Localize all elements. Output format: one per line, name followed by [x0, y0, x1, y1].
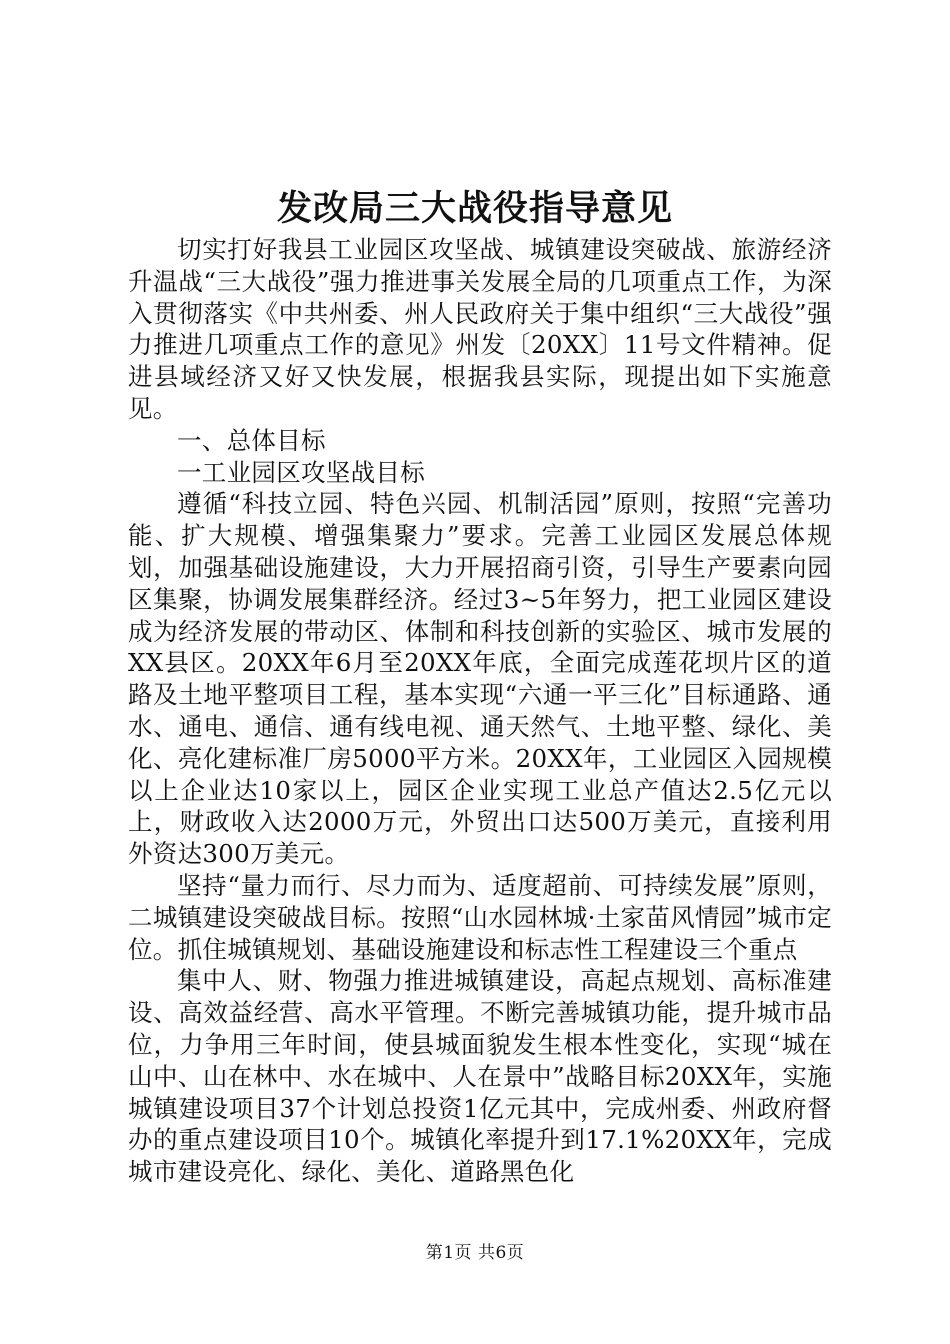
paragraph-intro: 切实打好我县工业园区攻坚战、城镇建设突破战、旅游经济升温战“三大战役”强力推进事关发展全局的几项重点工作，为深入贯彻落实《中共州委、州人民政府关于集中组织“三大战役”强力推进几项重点工作的意见》州发〔20XX〕11号文件精神。促进县域经济又好又快发展，根据我县实际，现提出如下实施意见。 — [128, 235, 832, 423]
paragraph-town-construction-principle: 坚持“量力而行、尽力而为、适度超前、可持续发展”原则，二城镇建设突破战目标。按照“山水园林城·土家苗风情园”城市定位。抓住城镇规划、基础设施建设和标志性工程建设三个重点 — [128, 870, 832, 964]
subsection-heading-industrial-park: 一工业园区攻坚战目标 — [177, 457, 425, 487]
page-footer: 第1页 共6页 — [425, 1243, 525, 1263]
document-title: 发改局三大战役指导意见 — [276, 188, 673, 229]
section-heading-overall-goals: 一、总体目标 — [177, 425, 326, 455]
paragraph-town-construction-goals: 集中人、财、物强力推进城镇建设，高起点规划、高标准建设、高效益经营、高水平管理。不断完善城镇功能，提升城市品位，力争用三年时间，使县城面貌发生根本性变化，实现“城在山中、山在林中、水在城中、人在景中”战略目标20XX年，实施城镇建设项目37个计划总投资1亿元其中，完成州委、州政府督办的重点建设项目10个。城镇化率提升到17.1%20XX年，完成城市建设亮化、绿化、美化、道路黑色化 — [128, 966, 833, 1187]
document-body — [128, 234, 832, 1188]
paragraph-industrial-park-goals: 遵循“科技立园、特色兴园、机制活园”原则，按照“完善功能、扩大规模、增强集聚力”要求。完善工业园区发展总体规划，加强基础设施建设，大力开展招商引资，引导生产要素向园区集聚，协调发展集群经济。经过3~5年努力，把工业园区建设成为经济发展的带动区、体制和科技创新的实验区、城市发展的XX县区。20XX年6月至20XX年底，全面完成莲花坝片区的道路及土地平整项目工程，基本实现“六通一平三化”目标通路、通水、通电、通信、通有线电视、通天然气、土地平整、绿化、美化、亮化建标准厂房5000平方米。20XX年，工业园区入园规模以上企业达10家以上，园区企业实现工业总产值达2.5亿元以上，财政收入达2000万元，外贸出口达500万美元，直接利用外资达300万美元。 — [128, 489, 832, 869]
